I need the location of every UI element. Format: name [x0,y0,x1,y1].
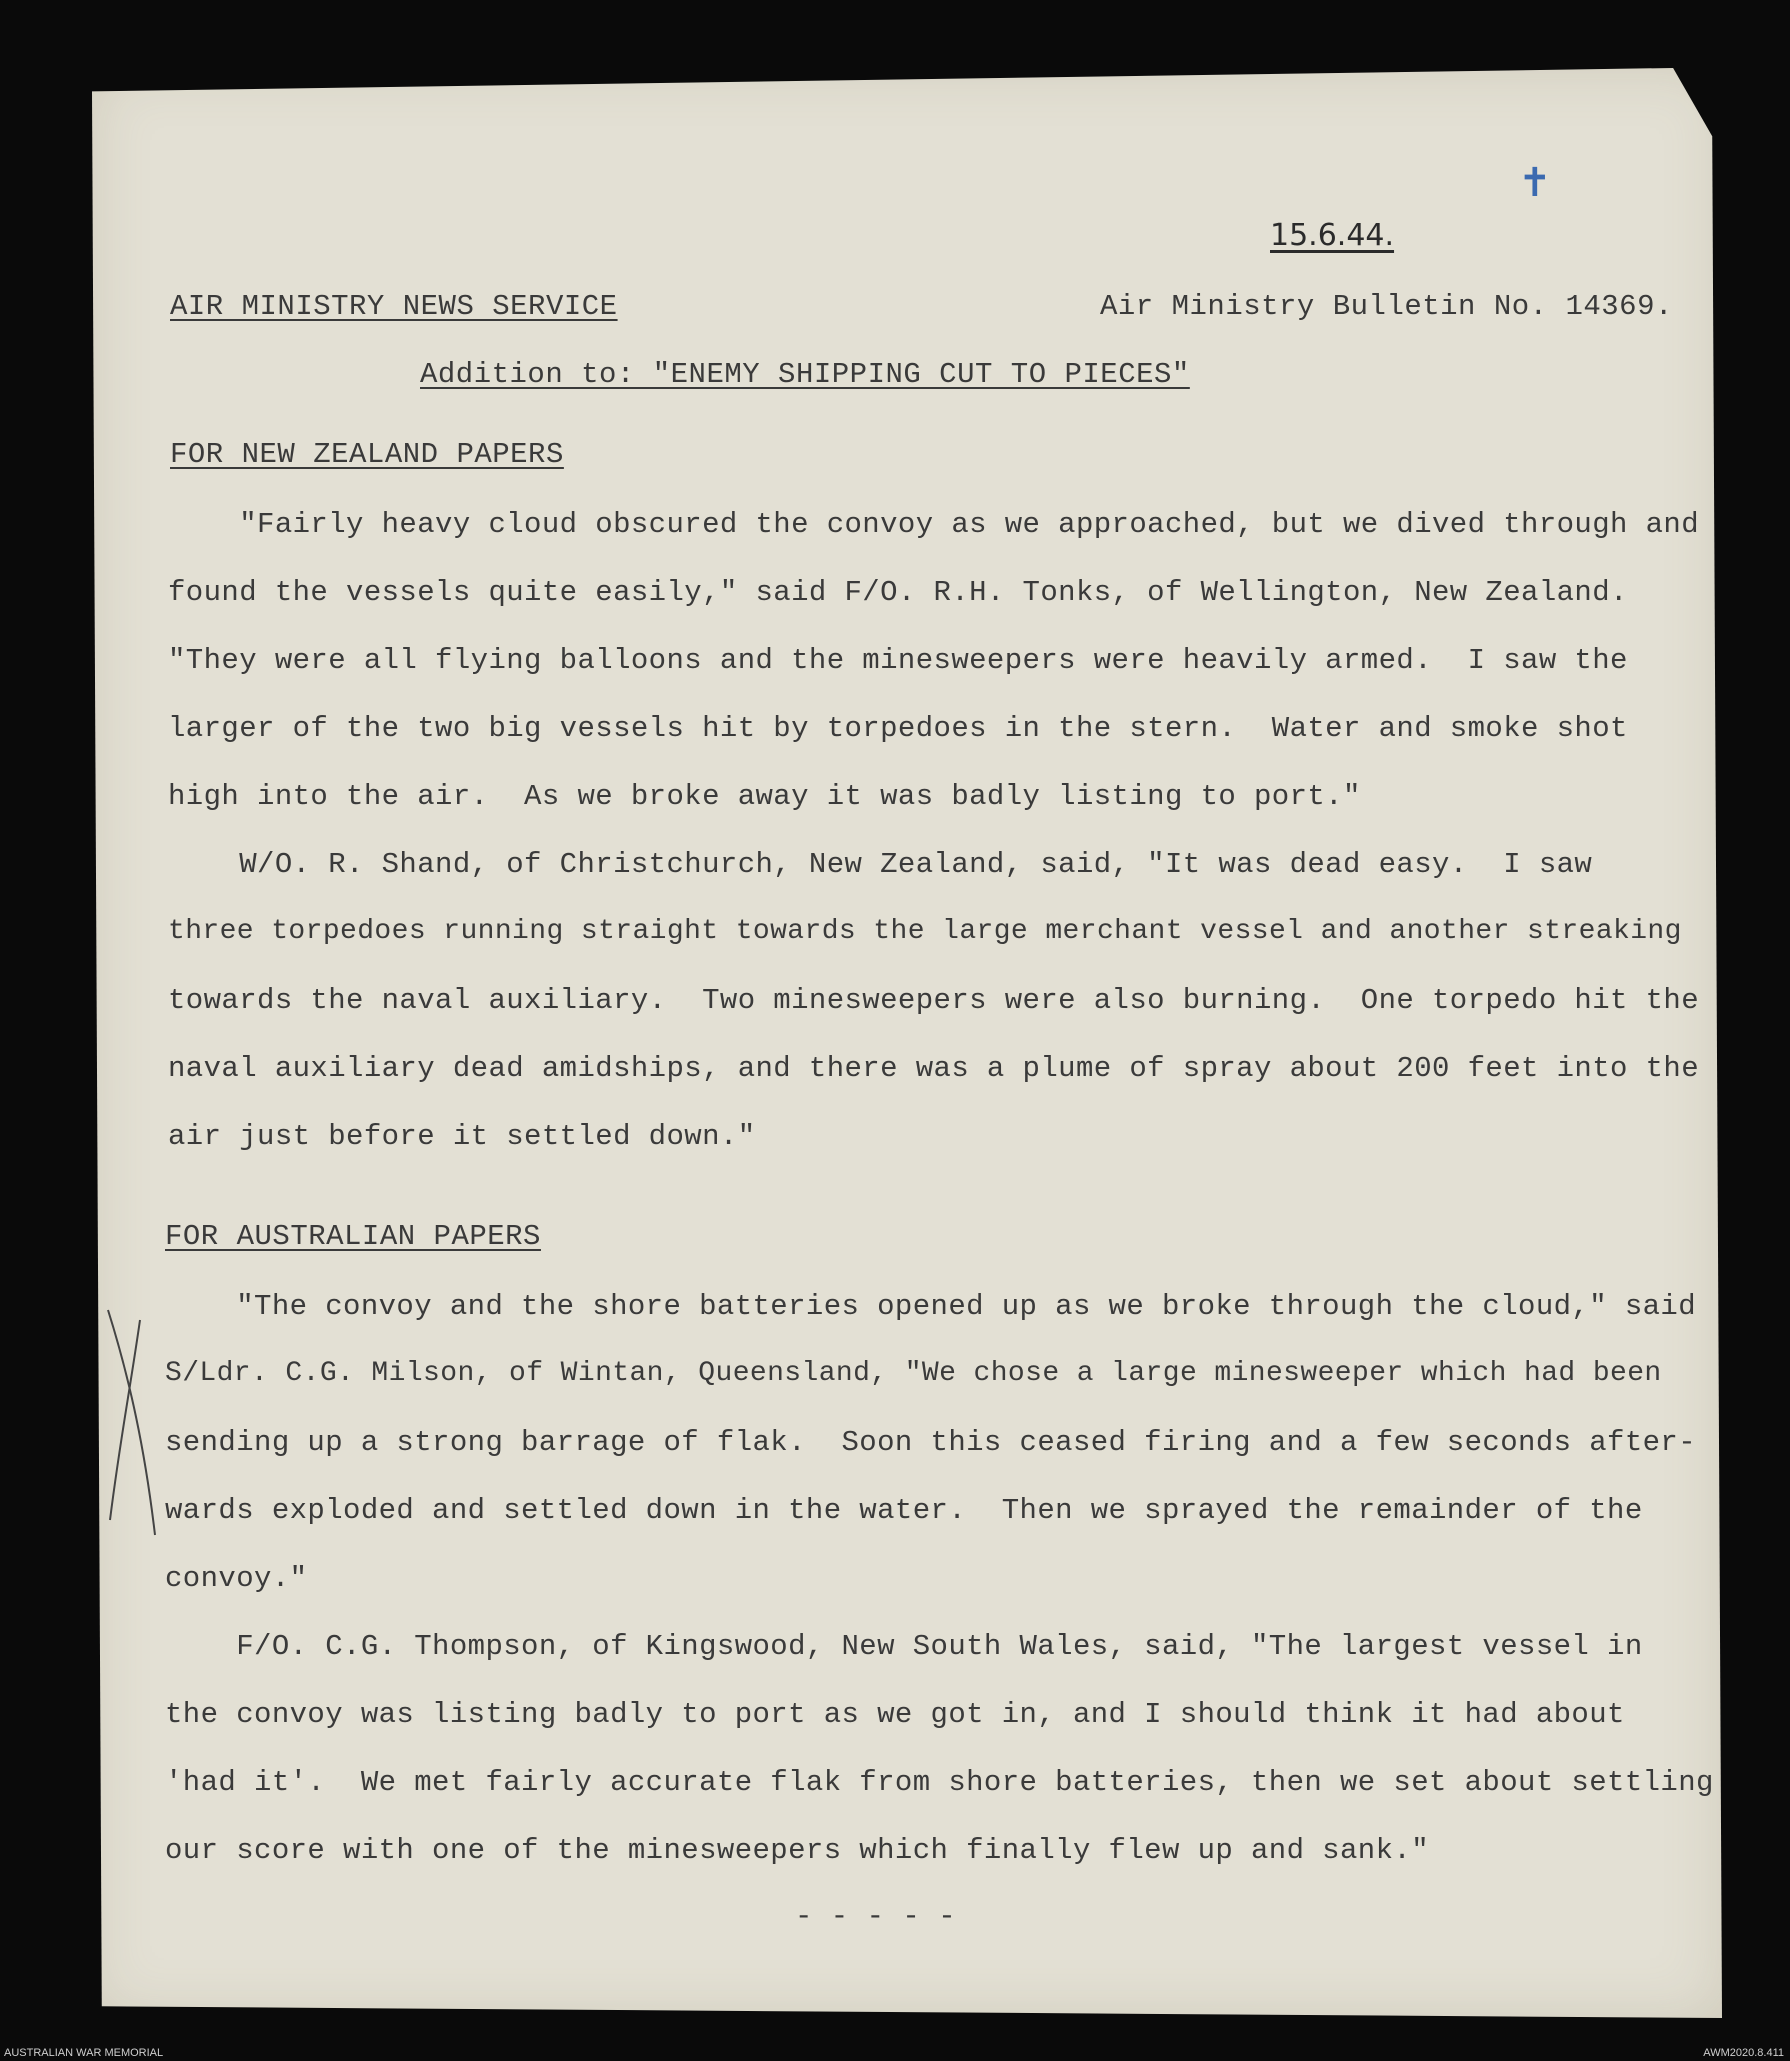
au-heading: FOR AUSTRALIAN PAPERS [165,1220,541,1253]
nz-heading: FOR NEW ZEALAND PAPERS [170,438,564,471]
text-line: high into the air. As we broke away it was badly listing to port." [168,780,1361,813]
footer-right: AWM2020.8.411 [1703,2047,1784,2059]
header-left: AIR MINISTRY NEWS SERVICE [170,290,618,323]
text-line: wards exploded and settled down in the water. Then we sprayed the remainder of the [165,1494,1643,1527]
handwritten-date: 15.6.44. [1270,218,1395,253]
end-mark: - - - - - [795,1900,957,1933]
text-line: naval auxiliary dead amidships, and there was a plume of spray about 200 feet into the [168,1052,1700,1085]
text-line: S/Ldr. C.G. Milson, of Wintan, Queensland, "We chose a large minesweeper which had been [165,1358,1662,1389]
text-line: "They were all flying balloons and the minesweepers were heavily armed. I saw the [168,644,1628,677]
text-line: F/O. C.G. Thompson, of Kingswood, New South Wales, said, "The largest vessel in [165,1630,1643,1663]
text-line: W/O. R. Shand, of Christchurch, New Zealand, said, "It was dead easy. I saw [168,848,1593,881]
text-line: found the vessels quite easily," said F/O. R.H. Tonks, of Wellington, New Zealand. [168,576,1628,609]
handwritten-cross-mark-icon [100,1300,160,1540]
subtitle: Addition to: "ENEMY SHIPPING CUT TO PIECES" [420,358,1190,391]
text-line: 'had it'. We met fairly accurate flak from shore batteries, then we set about settling [165,1766,1714,1799]
text-line: "Fairly heavy cloud obscured the convoy as we approached, but we dived through and [168,508,1700,541]
text-line: "The convoy and the shore batteries opened up as we broke through the cloud," said [165,1290,1697,1323]
footer-left: AUSTRALIAN WAR MEMORIAL [4,2047,164,2059]
header-right: Air Ministry Bulletin No. 14369. [1100,290,1673,323]
text-line: convoy." [165,1562,308,1595]
blue-cross-mark-icon: ✝ [1518,160,1552,206]
text-line: larger of the two big vessels hit by torpedoes in the stern. Water and smoke shot [168,712,1628,745]
text-line: our score with one of the minesweepers which finally flew up and sank." [165,1834,1430,1867]
text-line: three torpedoes running straight towards the large merchant vessel and another streaking [168,916,1682,947]
text-line: air just before it settled down." [168,1120,756,1153]
text-line: the convoy was listing badly to port as we got in, and I should think it had about [165,1698,1625,1731]
text-line: towards the naval auxiliary. Two minesweepers were also burning. One torpedo hit the [168,984,1700,1017]
text-line: sending up a strong barrage of flak. Soon this ceased firing and a few seconds after- [165,1426,1697,1459]
